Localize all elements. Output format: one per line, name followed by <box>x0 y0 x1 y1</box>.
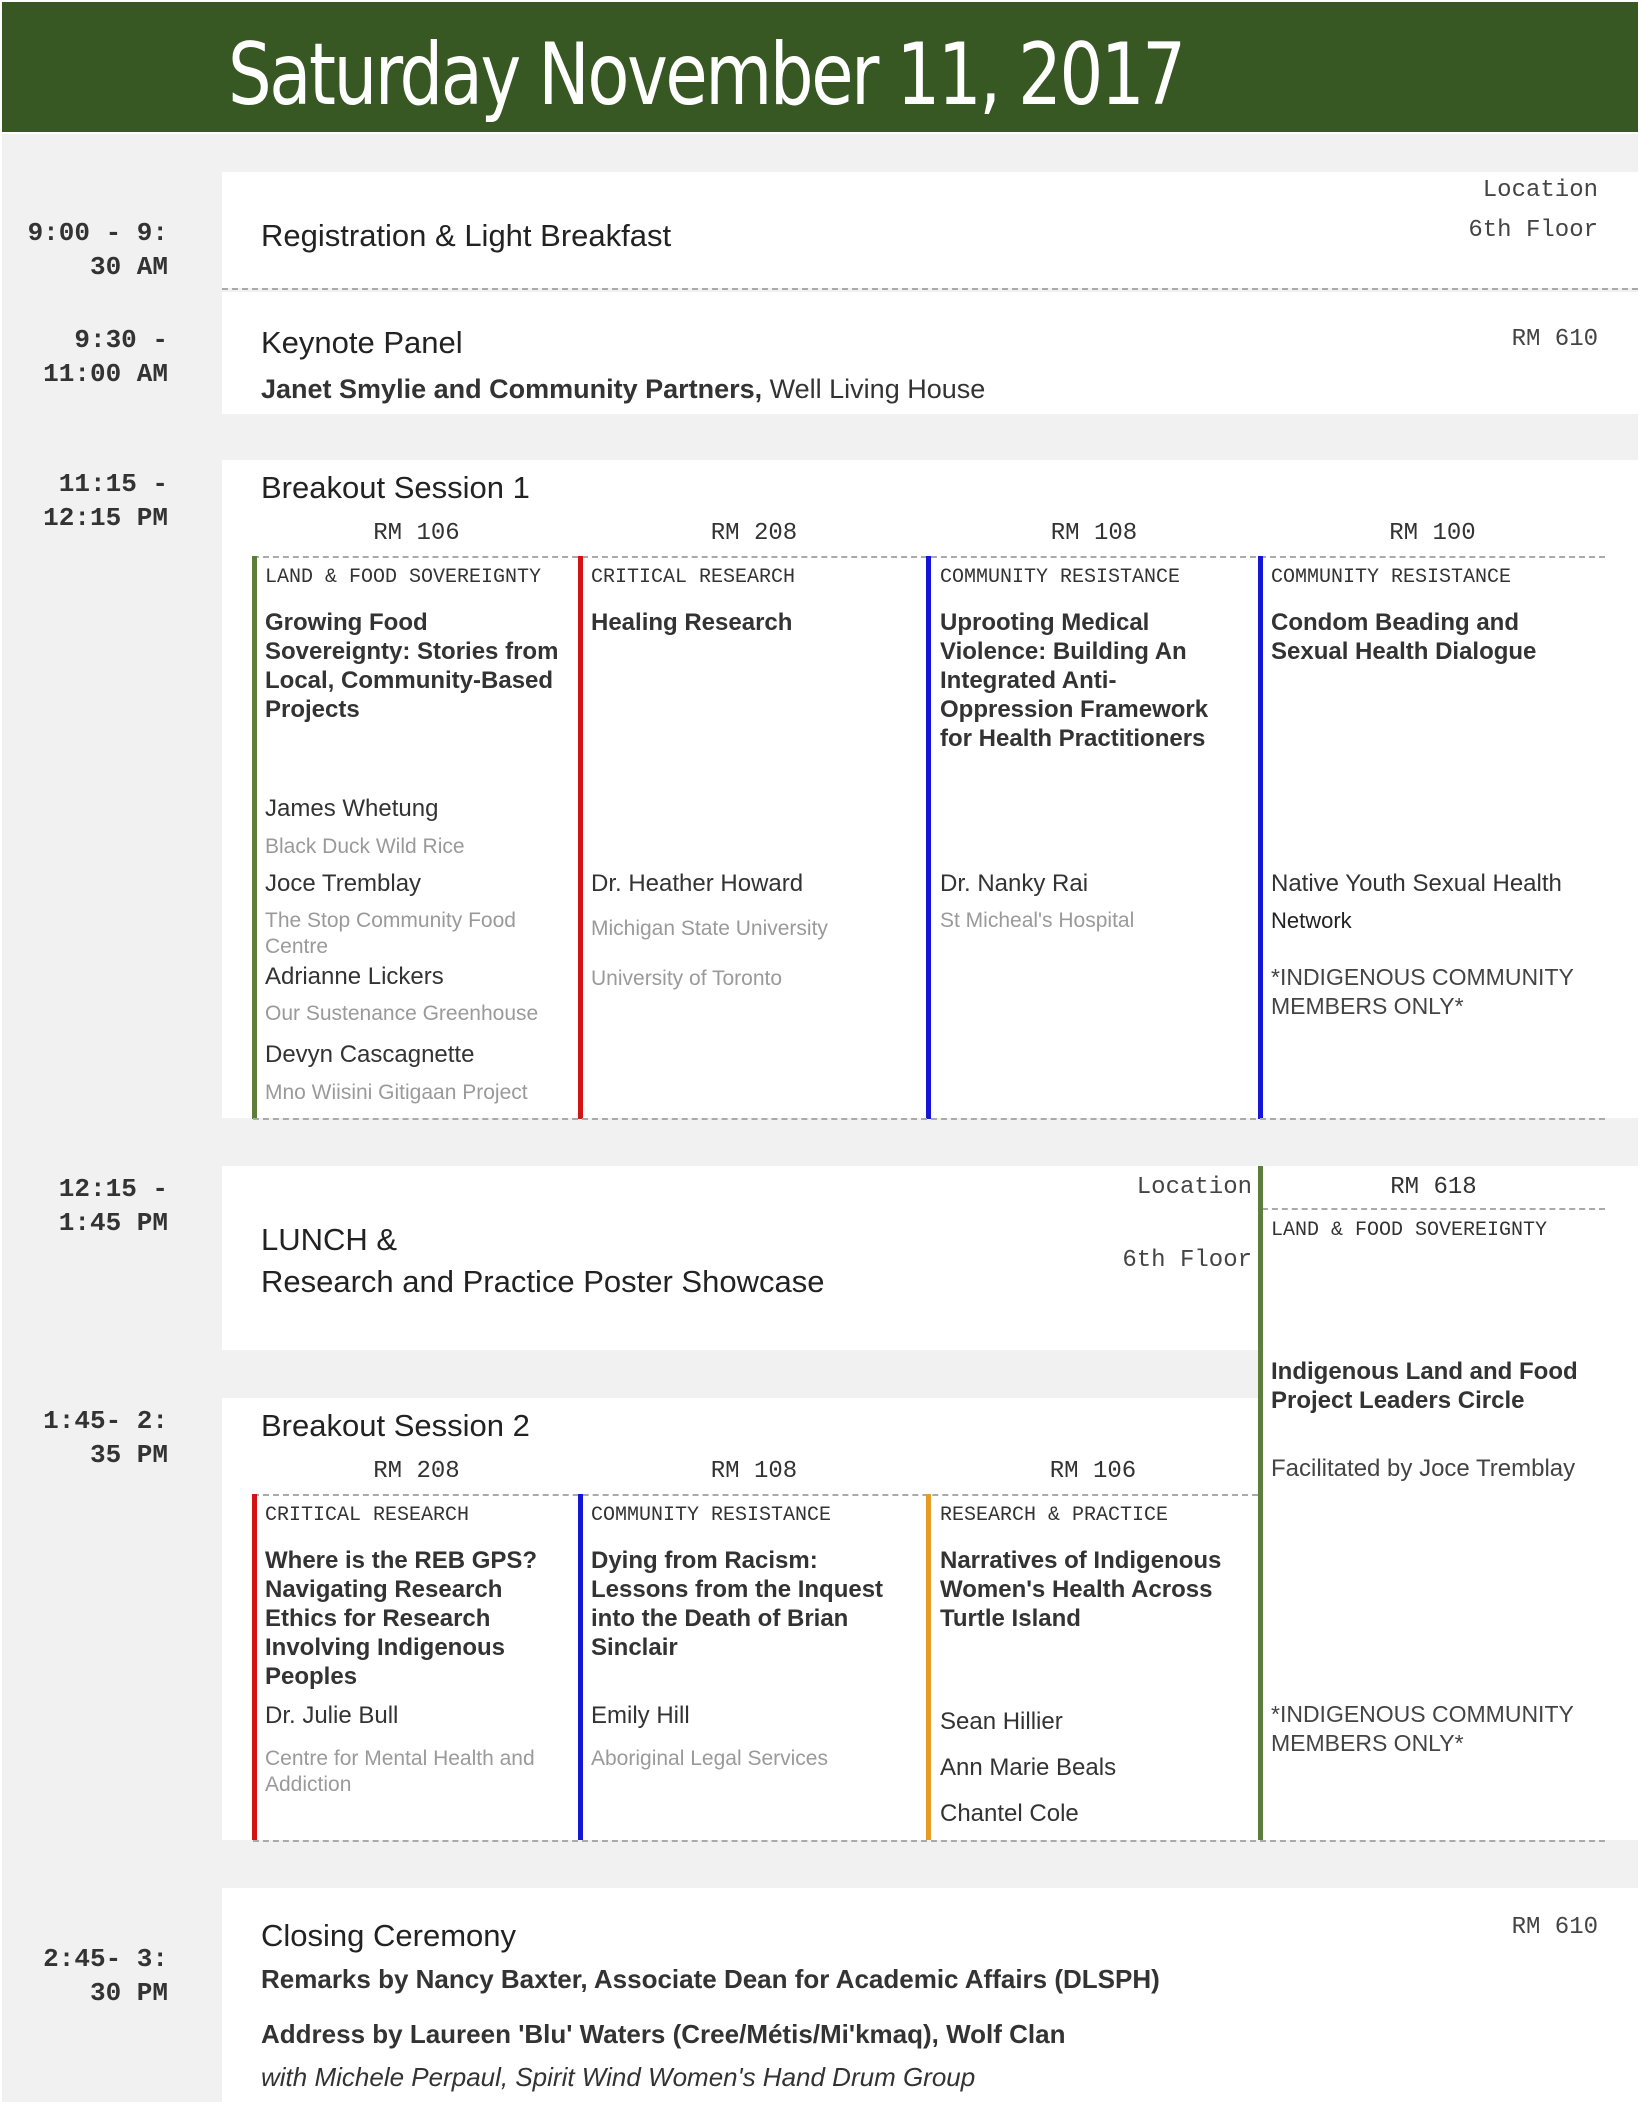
b1-col4-track: COMMUNITY RESISTANCE <box>1271 566 1512 589</box>
closing-title: Closing Ceremony <box>261 1918 516 1953</box>
b2-col2-track: COMMUNITY RESISTANCE <box>591 1504 832 1527</box>
b1-col1-person: Adrianne Lickers <box>265 963 444 990</box>
closing-address: Address by Laureen 'Blu' Waters (Cree/Métis/Mi'kmaq), Wolf Clan <box>261 2019 1066 2049</box>
b1-col3-talk: Uprooting Medical Violence: Building An Integrated Anti-Oppression Framework for Health Practitioners <box>940 609 1209 752</box>
registration-title: Registration & Light Breakfast <box>261 218 672 253</box>
divider <box>1262 1208 1605 1210</box>
closing-time: 2:45- 3: 30 PM <box>43 1944 168 2008</box>
b1-col4-room: RM 100 <box>1389 520 1476 547</box>
b1-col1-person: Joce Tremblay <box>265 870 422 897</box>
b2-col2-track-bar <box>578 1494 583 1840</box>
breakout1-time: 11:15 - 12:15 PM <box>43 469 168 533</box>
registration-location-label: Location <box>1482 177 1598 204</box>
breakout1-title: Breakout Session 1 <box>261 470 530 505</box>
side-session-room: RM 618 <box>1390 1174 1477 1201</box>
b1-col1-talk: Growing Food Sovereignty: Stories from Local, Community-Based Projects <box>265 609 559 723</box>
divider <box>253 1494 1258 1496</box>
b1-col3-org: St Micheal's Hospital <box>940 909 1135 932</box>
side-session-track-bar <box>1258 1166 1263 1840</box>
keynote-room: RM 610 <box>1511 326 1598 353</box>
b2-col1-org: Centre for Mental Health and Addiction <box>265 1747 535 1796</box>
page-title: Saturday November 11, 2017 <box>228 25 1184 125</box>
b1-col2-room: RM 208 <box>710 520 798 547</box>
side-session-track: LAND & FOOD SOVEREIGNTY <box>1271 1219 1548 1242</box>
lunch-time: 12:15 - 1:45 PM <box>58 1174 168 1238</box>
b1-col1-org: Black Duck Wild Rice <box>265 835 465 858</box>
b2-col1-talk: Where is the REB GPS? Navigating Research Ethics for Research Involving Indigenous Peoples <box>265 1547 538 1690</box>
registration-time: 9:00 - 9: 30 AM <box>27 218 168 282</box>
b1-col4-person: Network <box>1271 908 1352 933</box>
b2-col1-person: Dr. Julie Bull <box>265 1702 399 1729</box>
b2-col3-talk: Narratives of Indigenous Women's Health Across Turtle Island <box>940 1547 1222 1632</box>
b1-col1-track: LAND & FOOD SOVEREIGNTY <box>265 566 542 589</box>
b1-col4-person: Native Youth Sexual Health <box>1271 870 1562 897</box>
lunch-location: 6th Floor <box>1122 1247 1252 1274</box>
b1-col2-org: University of Toronto <box>591 967 783 990</box>
lunch-title: Research and Practice Poster Showcase <box>261 1264 825 1299</box>
b1-col1-person: Devyn Cascagnette <box>265 1041 475 1068</box>
b2-col2-org: Aboriginal Legal Services <box>591 1747 828 1770</box>
b1-col3-person: Dr. Nanky Rai <box>940 870 1089 897</box>
b2-col1-track-bar <box>252 1494 257 1840</box>
b2-col2-talk: Dying from Racism: Lessons from the Inquest into the Death of Brian Sinclair <box>591 1547 884 1661</box>
b2-col2-room: RM 108 <box>710 1458 798 1485</box>
b1-col1-track-bar <box>252 556 257 1119</box>
closing-drum-group: with Michele Perpaul, Spirit Wind Women's Hand Drum Group <box>261 2062 976 2092</box>
b2-col3-track: RESEARCH & PRACTICE <box>940 1504 1169 1527</box>
keynote-title: Keynote Panel <box>261 325 463 360</box>
b1-col1-org: Mno Wiisini Gitigaan Project <box>265 1081 528 1104</box>
b1-col1-org: Our Sustenance Greenhouse <box>265 1002 539 1025</box>
b1-col3-track: COMMUNITY RESISTANCE <box>940 566 1181 589</box>
side-session-talk: Indigenous Land and Food Project Leaders Circle <box>1271 1358 1578 1414</box>
b1-col2-track-bar <box>578 556 583 1119</box>
keynote-time: 9:30 - 11:00 AM <box>43 325 168 389</box>
b1-col4-track-bar <box>1258 556 1263 1119</box>
closing-room: RM 610 <box>1511 1914 1598 1941</box>
closing-remarks: Remarks by Nancy Baxter, Associate Dean for Academic Affairs (DLSPH) <box>261 1964 1160 1994</box>
b2-col3-room: RM 106 <box>1049 1458 1137 1485</box>
lunch-title: LUNCH & <box>261 1222 398 1257</box>
b1-col1-room: RM 106 <box>373 520 460 547</box>
b1-col1-org: The Stop Community Food Centre <box>265 909 516 958</box>
b1-col3-room: RM 108 <box>1050 520 1138 547</box>
b2-col1-track: CRITICAL RESEARCH <box>265 1504 470 1527</box>
b2-col3-person: Sean Hillier <box>940 1708 1063 1735</box>
b1-col4-talk: Condom Beading and Sexual Health Dialogue <box>1271 609 1537 665</box>
b1-col2-talk: Healing Research <box>591 609 793 636</box>
divider <box>253 1840 1605 1842</box>
breakout2-time: 1:45- 2: 35 PM <box>43 1406 168 1470</box>
b1-col3-track-bar <box>926 556 931 1119</box>
b1-col2-person: Dr. Heather Howard <box>591 870 804 897</box>
side-session-note: *INDIGENOUS COMMUNITY MEMBERS ONLY* <box>1271 1701 1574 1756</box>
b1-col4-note: *INDIGENOUS COMMUNITY MEMBERS ONLY* <box>1271 964 1574 1019</box>
b2-col2-person: Emily Hill <box>591 1702 690 1729</box>
b2-col3-track-bar <box>926 1494 931 1840</box>
registration-location: 6th Floor <box>1468 217 1598 244</box>
b1-col2-org: Michigan State University <box>591 917 828 940</box>
b2-col3-person: Ann Marie Beals <box>940 1754 1117 1781</box>
lunch-location-label: Location <box>1136 1174 1252 1201</box>
divider <box>222 288 1638 290</box>
divider <box>253 1118 1605 1120</box>
keynote-speakers: Janet Smylie and Community Partners, Well Living House <box>261 374 986 404</box>
b2-col1-room: RM 208 <box>373 1458 460 1485</box>
side-session-facilitator: Facilitated by Joce Tremblay <box>1271 1455 1576 1482</box>
b1-col1-person: James Whetung <box>265 795 439 822</box>
b2-col3-person: Chantel Cole <box>940 1800 1079 1827</box>
breakout2-title: Breakout Session 2 <box>261 1408 530 1443</box>
b1-col2-track: CRITICAL RESEARCH <box>591 566 796 589</box>
